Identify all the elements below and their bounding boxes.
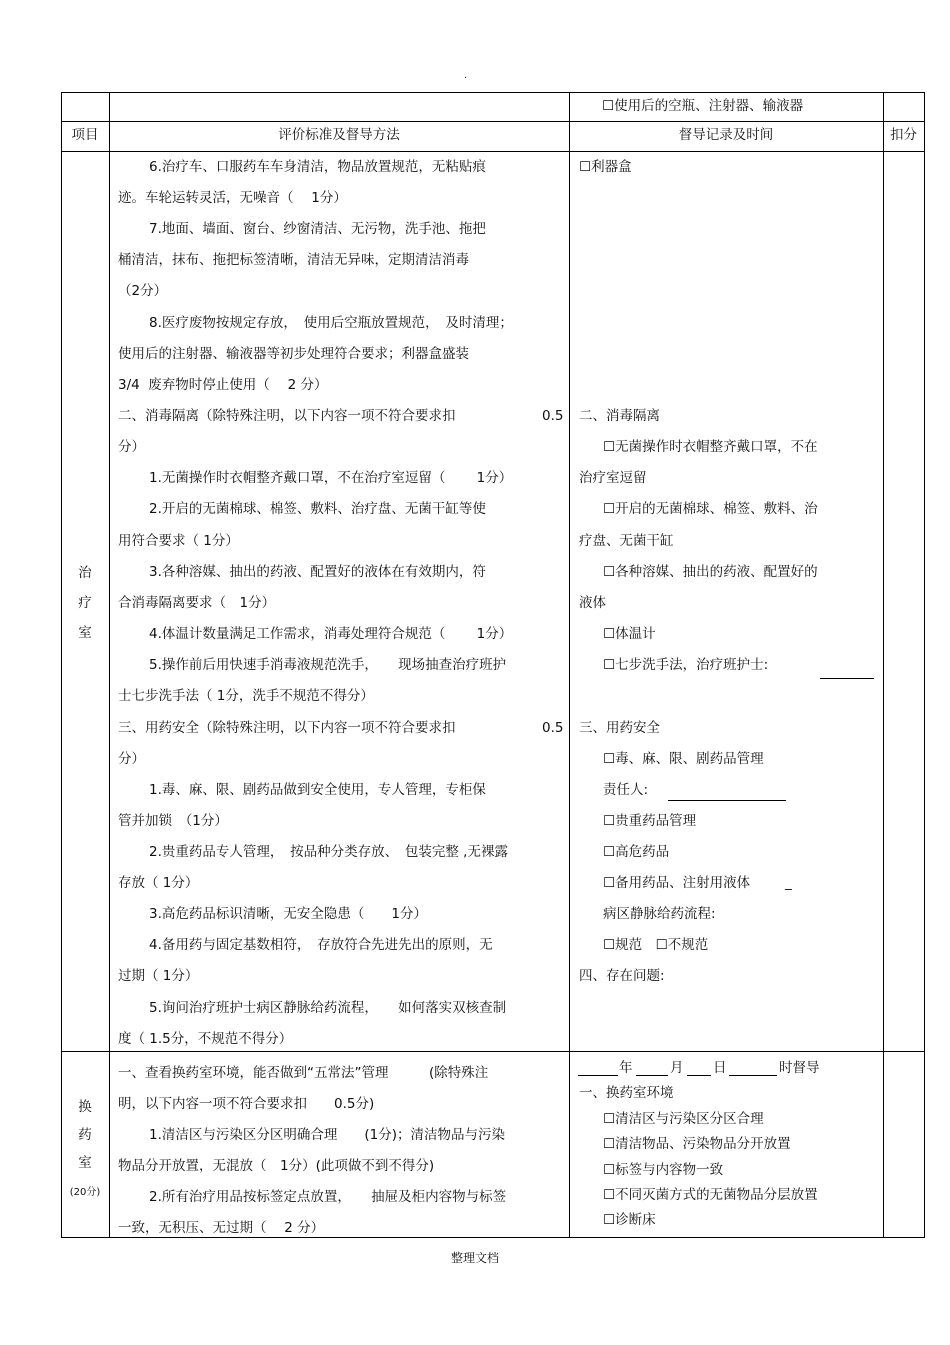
inspection-table — [61, 92, 925, 1238]
record-line: ☐贵重药品管理 — [603, 813, 697, 829]
section-label-char: 室 — [78, 1155, 92, 1171]
date-month-label: 月 — [670, 1060, 684, 1076]
date-suffix-label: 时督导 — [779, 1060, 820, 1076]
criteria-line: 管并加锁 （1分） — [118, 813, 228, 829]
criteria-line: （2分） — [118, 283, 168, 299]
record-line: ☐清洁区与污染区分区合理 — [603, 1111, 764, 1127]
record-line: 责任人: — [603, 782, 649, 798]
section-label-char: 疗 — [78, 595, 92, 611]
criteria-line: 合消毒隔离要求（ 1分） — [118, 595, 276, 611]
criteria-line: 使用后的注射器、输液器等初步处理符合要求；利器盒盛装 — [118, 346, 469, 362]
record-line: 疗盘、无菌干缸 — [579, 533, 674, 549]
table-border-right — [924, 92, 925, 1238]
record-line: ☐各种溶媒、抽出的药液、配置好的 — [603, 564, 818, 580]
criteria-line: 过期（ 1分） — [118, 968, 199, 984]
record-line: 一、换药室环境 — [579, 1085, 674, 1101]
date-year-label: 年 — [619, 1060, 633, 1076]
day-field[interactable] — [687, 1061, 711, 1076]
deduct-value: 0.5 — [542, 720, 564, 736]
criteria-line: 3.各种溶媒、抽出的药液、配置好的液体在有效期内，符 — [149, 564, 486, 580]
criteria-line: 2.开启的无菌棉球、棉签、敷料、治疗盘、无菌干缸等使 — [149, 501, 486, 517]
criteria-line: 一致，无积压、无过期（ 2 分） — [118, 1220, 325, 1236]
record-line: ☐规范 ☐不规范 — [603, 937, 709, 953]
table-border-left — [61, 92, 62, 1238]
criteria-line: 分） — [118, 439, 145, 455]
section-label-char: 室 — [78, 625, 92, 641]
criteria-line: 1.毒、麻、限、剧药品做到安全使用，专人管理，专柜保 — [149, 782, 486, 798]
criteria-line: 用符合要求（ 1分） — [118, 533, 239, 549]
table-border-bottom — [61, 1237, 925, 1238]
criteria-line: 三、用药安全（除特殊注明，以下内容一项不符合要求扣 — [118, 720, 456, 736]
criteria-line: 3/4 废弃物时停止使用（ 2 分） — [118, 377, 328, 393]
header-criteria: 评价标准及督导方法 — [278, 127, 400, 143]
section-score: (20分) — [69, 1187, 101, 1198]
criteria-line: 明，以下内容一项不符合要求扣 0.5分) — [118, 1096, 375, 1112]
record-line: 治疗室逗留 — [579, 470, 647, 486]
date-day-label: 日 — [713, 1060, 727, 1076]
criteria-line: 3.高危药品标识清晰，无安全隐患（ 1分） — [149, 906, 427, 922]
record-line: ☐高危药品 — [603, 844, 670, 860]
criteria-line: 4.体温计数量满足工作需求，消毒处理符合规范（ 1分） — [149, 626, 513, 642]
row-divider-2 — [61, 151, 925, 152]
row-divider-3 — [61, 1051, 925, 1052]
record-line: 病区静脉给药流程: — [603, 906, 716, 922]
criteria-line: 桶清洁，抹布、拖把标签清晰，清洁无异味，定期清洁消毒 — [118, 252, 469, 268]
criteria-line: 迹。车轮运转灵活，无噪音（ 1分） — [118, 190, 347, 206]
row-divider-1 — [61, 121, 925, 122]
criteria-line: 2.贵重药品专人管理， 按品种分类存放、 包装完整 ,无裸露 — [149, 844, 508, 860]
record-line: ☐不同灭菌方式的无菌物品分层放置 — [603, 1187, 818, 1203]
record-line: ☐无菌操作时衣帽整齐戴口罩，不在 — [603, 439, 818, 455]
page-footer: 整理文档 — [450, 1251, 499, 1265]
section-label-char: 治 — [78, 565, 92, 581]
col-divider-1 — [109, 92, 110, 1238]
underscore-mark: _ — [785, 875, 792, 891]
criteria-line: 士七步洗手法（ 1分，洗手不规范不得分） — [118, 688, 374, 704]
record-line: 二、消毒隔离 — [579, 408, 660, 424]
nurse-name-field[interactable] — [820, 664, 874, 679]
section-label-char: 换 — [78, 1099, 92, 1115]
criteria-line: 5.询问治疗班护士病区静脉给药流程， 如何落实双核查制 — [149, 1000, 507, 1016]
header-project: 项目 — [71, 127, 99, 143]
col-divider-2 — [569, 92, 570, 1238]
record-line: ☐毒、麻、限、剧药品管理 — [603, 751, 764, 767]
record-line: ☐开启的无菌棉球、棉签、敷料、治 — [603, 501, 818, 517]
criteria-line: 分） — [118, 751, 145, 767]
record-line: ☐备用药品、注射用液体 — [603, 875, 751, 891]
responsible-person-field[interactable] — [668, 786, 786, 801]
criteria-line: 7.地面、墙面、窗台、纱窗清洁、无污物，洗手池、拖把 — [149, 221, 486, 237]
record-line: ☐标签与内容物一致 — [603, 1162, 724, 1178]
criteria-line: 二、消毒隔离（除特殊注明，以下内容一项不符合要求扣 — [118, 408, 456, 424]
record-line: 液体 — [579, 595, 606, 611]
criteria-line: 度（ 1.5分，不规范不得分） — [118, 1031, 293, 1047]
year-field[interactable] — [578, 1061, 618, 1076]
record-line: 三、用药安全 — [579, 720, 660, 736]
header-deduct: 扣分 — [890, 127, 917, 143]
criteria-line: 5.操作前后用快速手消毒液规范洗手， 现场抽查治疗班护 — [149, 657, 507, 673]
criteria-line: 6.治疗车、口服药车车身清洁，物品放置规范，无粘贴痕 — [149, 159, 486, 175]
record-line: ☐清洁物品、污染物品分开放置 — [603, 1136, 791, 1152]
record-line: ☐体温计 — [603, 626, 656, 642]
criteria-line: 1.无菌操作时衣帽整齐戴口罩，不在治疗室逗留（ 1分） — [149, 470, 513, 486]
record-line: 四、存在问题: — [579, 968, 665, 984]
hour-field[interactable] — [729, 1061, 777, 1076]
criteria-line: 存放（ 1分） — [118, 875, 199, 891]
top-record: ☐使用后的空瓶、注射器、输液器 — [602, 98, 804, 114]
criteria-line: 2.所有治疗用品按标签定点放置， 抽屉及柜内容物与标签 — [149, 1189, 507, 1205]
criteria-line: 一、查看换药室环境，能否做到“五常法”管理 (除特殊注 — [118, 1065, 489, 1081]
page-dot: . — [464, 70, 468, 81]
criteria-line: 物品分开放置，无混放（ 1分）(此项做不到不得分) — [118, 1158, 435, 1174]
table-border-top — [61, 92, 925, 93]
month-field[interactable] — [636, 1061, 668, 1076]
section-label-char: 药 — [78, 1127, 92, 1143]
criteria-line: 1.清洁区与污染区分区明确合理 (1分)；清洁物品与污染 — [149, 1127, 506, 1143]
criteria-line: 4.备用药与固定基数相符， 存放符合先进先出的原则，无 — [149, 937, 493, 953]
col-divider-3 — [883, 92, 884, 1238]
deduct-value: 0.5 — [542, 408, 564, 424]
record-line: ☐利器盒 — [579, 159, 632, 175]
criteria-line: 8.医疗废物按规定存放， 使用后空瓶放置规范， 及时清理； — [149, 315, 513, 331]
record-line: ☐诊断床 — [603, 1212, 656, 1228]
record-line: ☐七步洗手法，治疗班护士: — [603, 657, 769, 673]
header-record: 督导记录及时间 — [678, 127, 774, 143]
